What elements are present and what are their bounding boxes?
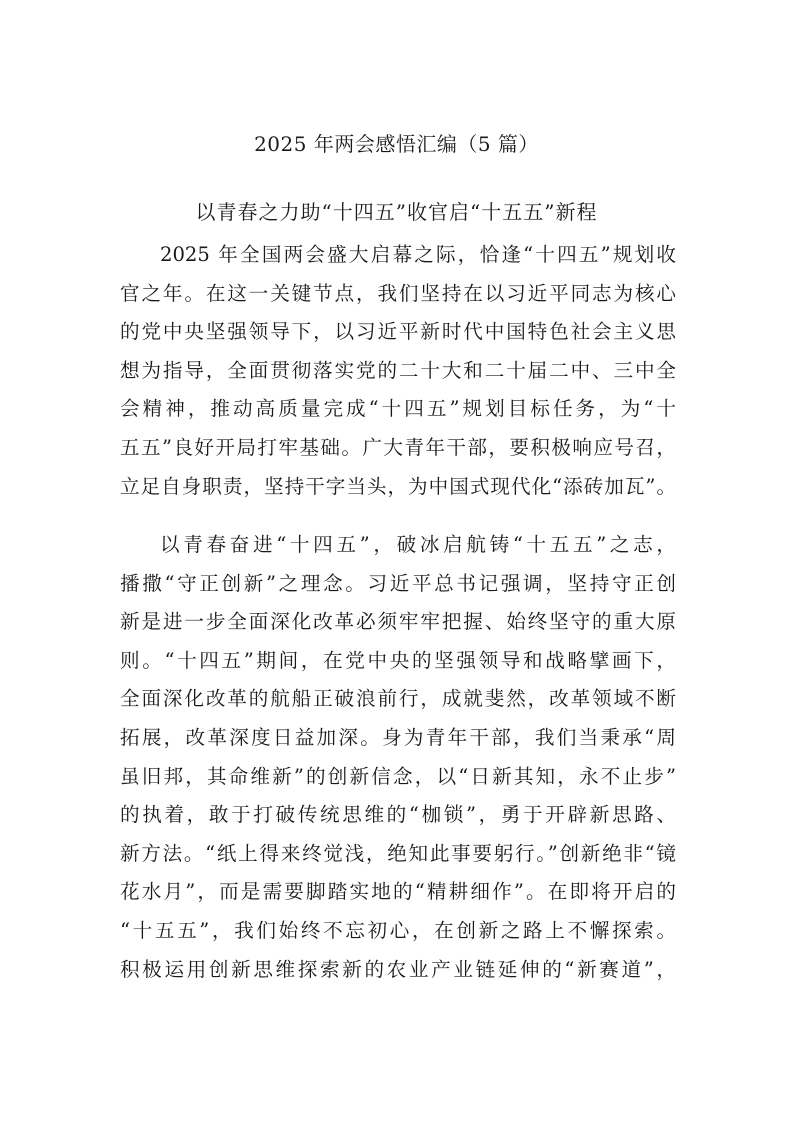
paragraph-line: 以青春奋进“十四五”，破冰启航铸“十五五”之志， (160, 533, 676, 556)
section-title: 以青春之力助“十四五”收官启“十五五”新程 (195, 200, 598, 224)
paragraph-line: 积极运用创新思维探索新的农业产业链延伸的“新赛道”， (120, 957, 676, 981)
paragraph-line: 全面深化改革的航船正破浪前行，成就斐然，改革领域不断 (120, 687, 676, 711)
paragraph-line: 的党中央坚强领导下，以习近平新时代中国特色社会主义思 (120, 320, 676, 344)
paragraph-2 (120, 526, 676, 989)
paragraph-line: 则。“十四五”期间，在党中央的坚强领导和战略擘画下， (120, 648, 676, 672)
paragraph-line: 播撒“守正创新”之理念。习近平总书记强调，坚持守正创 (120, 571, 676, 595)
document-title: 2025 年两会感悟汇编（5 篇） (254, 132, 539, 156)
paragraph-line: 会精神，推动高质量完成“十四五”规划目标任务，为“十 (120, 397, 676, 421)
paragraph-line: 想为指导，全面贯彻落实党的二十大和二十届二中、三中全 (120, 358, 676, 382)
paragraph-line: 官之年。在这一关键节点，我们坚持在以习近平同志为核心 (120, 281, 676, 305)
paragraph-line: 立足自身职责，坚持干字当头，为中国式现代化“添砖加瓦”。 (120, 474, 676, 498)
paragraph-1 (120, 236, 676, 506)
paragraph-line: 新方法。“纸上得来终觉浅，绝知此事要躬行。”创新绝非“镜 (120, 841, 676, 865)
paragraph-line: “十五五”，我们始终不忘初心，在创新之路上不懈探索。 (120, 918, 676, 942)
paragraph-line: 新是进一步全面深化改革必须牢牢把握、始终坚守的重大原 (120, 610, 676, 634)
paragraph-line: 拓展，改革深度日益加深。身为青年干部，我们当秉承“周 (120, 725, 676, 749)
paragraph-line: 虽旧邦，其命维新”的创新信念，以“日新其知，永不止步” (120, 764, 676, 788)
paragraph-line: 五五”良好开局打牢基础。广大青年干部，要积极响应号召， (120, 435, 676, 459)
paragraph-line: 花水月”，而是需要脚踏实地的“精耕细作”。在即将开启的 (120, 880, 676, 904)
paragraph-line: 2025 年全国两会盛大启幕之际，恰逢“十四五”规划收 (160, 243, 676, 266)
paragraph-line: 的执着，敢于打破传统思维的“枷锁”，勇于开辟新思路、 (120, 803, 676, 827)
